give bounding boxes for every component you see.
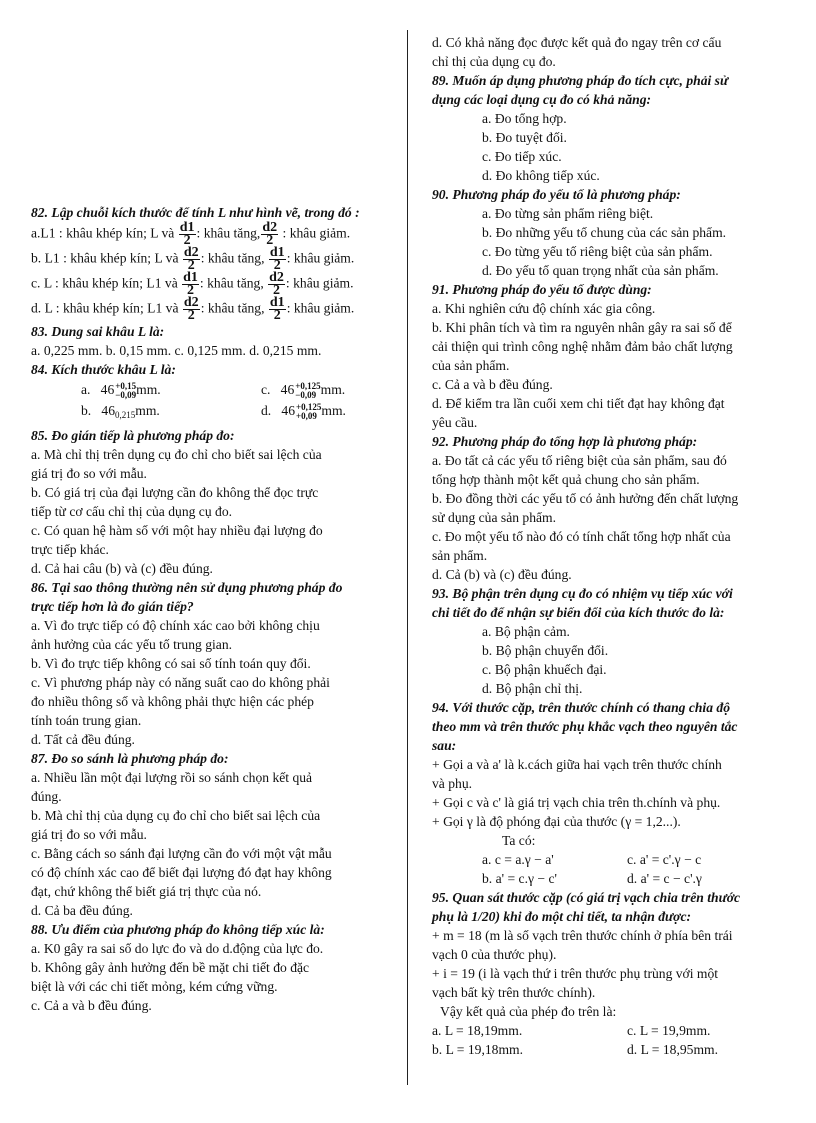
text-line: có độ chính xác cao để biết đại lượng đó đạt hay không xyxy=(31,865,332,880)
text-line: a. Vì đo trực tiếp có độ chính xác cao bởi không chịu xyxy=(31,618,320,633)
q83-title: 83. Dung sai khâu L là: xyxy=(31,324,165,339)
text-line: + Gọi c và c' là giá trị vạch chia trên th.chính và phụ. xyxy=(432,795,721,810)
text-line: c. Đo một yếu tố nào đó có tính chất tổng hợp nhất của xyxy=(432,529,731,544)
text-line: a. Mà chỉ thị trên dụng cụ đo chỉ cho biết sai lệch của xyxy=(31,447,322,462)
option: d. L = 18,95mm. xyxy=(627,1042,718,1057)
q88-option-d xyxy=(432,33,782,71)
text-line: b. Vì đo trực tiếp không có sai số tính toán quy đổi. xyxy=(31,656,311,671)
text-line: b. Mà chỉ thị của dụng cụ đo chỉ cho biết sai lệch của xyxy=(31,808,321,823)
option: a. L = 18,19mm. xyxy=(432,1023,523,1038)
option: c. a' = c'.γ − c xyxy=(627,852,702,867)
text-line: c. Cả a và b đều đúng. xyxy=(432,377,553,392)
q84-options-row1 xyxy=(31,379,383,400)
text-line: a. K0 gây ra sai số do lực đo và do d.động của lực đo. xyxy=(31,941,324,956)
q87-options xyxy=(31,768,383,920)
option: a. c = a.γ − a' xyxy=(482,852,554,867)
q95-result-label: Vậy kết quả của phép đo trên là: xyxy=(440,1004,617,1019)
text-line: d. Cả hai câu (b) và (c) đều đúng. xyxy=(31,561,213,576)
q90-title: 90. Phương pháp đo yếu tố là phương pháp: xyxy=(432,187,681,202)
text-line: và phụ. xyxy=(432,776,473,791)
text-line: giá trị đo so với mẫu. xyxy=(31,466,147,481)
fraction: $\frac{d1}{2}$ xyxy=(269,245,285,273)
q95-options-row1 xyxy=(432,1021,782,1040)
text-line: cải thiện qui trình công nghệ nhằm đảm bảo chất lượng xyxy=(432,339,733,354)
text-line: + m = 18 (m là số vạch trên thước chính ở phía bên trái xyxy=(432,928,733,943)
option: a. Đo tổng hợp. xyxy=(482,111,567,126)
q82-option-a: a.L1 : khâu khép kín; L và $\frac{d1}{2}$ : khâu tăng, $\frac{d2}{2}$ : khâu giảm. xyxy=(31,220,351,248)
q84-option-a: a. 46 +0,15 −0,09 mm. xyxy=(81,380,161,400)
q84-option-b: b. $46_{0,215}mm$. xyxy=(81,403,160,420)
fraction: $\frac{d2}{2}$ xyxy=(262,220,278,248)
column-divider xyxy=(407,30,408,1085)
q92-options xyxy=(432,451,782,584)
q84-option-d: d. 46 +0,125 +0,09 mm. xyxy=(261,401,346,421)
option: c. Đo từng yếu tố riêng biệt của sản phẩm. xyxy=(482,244,713,259)
text-line: tổng hợp thành một kết quả chung cho sản phẩm. xyxy=(432,472,700,487)
text-line: d. Cả ba đều đúng. xyxy=(31,903,133,918)
q84-option-c: c. 46 +0,125 −0,09 mm. xyxy=(261,380,346,400)
text-line: d. Để kiểm tra lần cuối xem chi tiết đạt hay không đạt xyxy=(432,396,725,411)
text-line: b. Đo đồng thời các yếu tố có ảnh hưởng đến chất lượng xyxy=(432,491,739,506)
text-line: a. Nhiều lần một đại lượng rồi so sánh chọn kết quả xyxy=(31,770,313,785)
text-line: tiếp từ cơ cấu chỉ thị của dụng cụ đo. xyxy=(31,504,233,519)
text-line: sản phẩm. xyxy=(432,548,488,563)
text-line: đạt, chứ không thể biết giá trị thực của nó. xyxy=(31,884,262,899)
q86-options xyxy=(31,616,383,749)
q94-taco: Ta có: xyxy=(502,833,536,848)
text-line: + Gọi γ là độ phóng đại của thước (γ = 1,2...). xyxy=(432,814,681,829)
q85-options xyxy=(31,445,383,578)
text-line: d. Cả (b) và (c) đều đúng. xyxy=(432,567,572,582)
q90-options xyxy=(432,204,782,280)
q87-title: 87. Đo so sánh là phương pháp đo: xyxy=(31,751,229,766)
option: b. a' = c.γ − c' xyxy=(482,871,557,886)
q84-title: 84. Kích thước khâu L là: xyxy=(31,362,176,377)
option: b. Đo những yếu tố chung của các sản phẩm. xyxy=(482,225,727,240)
text-line: sử dụng của sản phẩm. xyxy=(432,510,557,525)
fraction: $\frac{d2}{2}$ xyxy=(269,270,284,298)
text-line: d. Tất cả đều đúng. xyxy=(31,732,135,747)
q94-options-row2 xyxy=(432,869,782,888)
text-line: trực tiếp khác. xyxy=(31,542,109,557)
fraction: $\frac{d1}{2}$ xyxy=(183,270,198,298)
fraction: $\frac{d1}{2}$ xyxy=(269,295,285,323)
option: c. L = 19,9mm. xyxy=(627,1023,711,1038)
text-line: biệt là với các chi tiết mỏng, kém cứng vững. xyxy=(31,979,278,994)
text-line: yêu cầu. xyxy=(432,415,478,430)
q95-premises xyxy=(432,926,782,1002)
text-line: a. Đo tất cả các yếu tố riêng biệt của sản phẩm, sau đó xyxy=(432,453,727,468)
q95-title: 95. Quan sát thước cặp (có giá trị vạch chia trên thước phụ là 1/20) khi đo một chi tiết, ta nhận được: xyxy=(432,890,741,924)
right-column xyxy=(432,33,782,1059)
text-line: giá trị đo so với mẫu. xyxy=(31,827,147,842)
q88-title: 88. Ưu điểm của phương pháp đo không tiếp xúc là: xyxy=(31,922,325,937)
q83-options: a. 0,225 mm. b. 0,15 mm. c. 0,125 mm. d. 0,215 mm. xyxy=(31,343,322,358)
q91-options xyxy=(432,299,782,432)
q86-title: 86. Tại sao thông thường nên sử dụng phương pháp đo trực tiếp hơn là đo gián tiếp? xyxy=(31,580,343,614)
option: d. a' = c − c'.γ xyxy=(627,871,702,886)
text-line: đo nhiều thông số và không phải thực hiện các phép xyxy=(31,694,314,709)
q94-options-row1 xyxy=(432,850,782,869)
q82-title: 82. Lập chuỗi kích thước để tính L như hình vẽ, trong đó : xyxy=(31,205,360,220)
text-line: vạch 0 của thước phụ). xyxy=(432,947,557,962)
fraction: $\frac{d2}{2}$ xyxy=(183,295,199,323)
text-line: ảnh hưởng của các yếu tố trung gian. xyxy=(31,637,233,652)
text-line: b. Có giá trị của đại lượng cần đo không thể đọc trực xyxy=(31,485,319,500)
q84-options-row2 xyxy=(31,400,383,426)
option: d. Đo không tiếp xúc. xyxy=(482,168,600,183)
q91-title: 91. Phương pháp đo yếu tố được dùng: xyxy=(432,282,652,297)
text-line: b. Khi phân tích và tìm ra nguyên nhân gây ra sai số để xyxy=(432,320,732,335)
text-line: tính toán trung gian. xyxy=(31,713,142,728)
option: c. Bộ phận khuếch đại. xyxy=(482,662,607,677)
text-line: + Gọi a và a' là k.cách giữa hai vạch trên thước chính xyxy=(432,757,722,772)
q89-options xyxy=(432,109,782,185)
left-column xyxy=(31,203,383,1015)
option: d. Đo yếu tố quan trọng nhất của sản phẩm. xyxy=(482,263,719,278)
option: d. Bộ phận chỉ thị. xyxy=(482,681,583,696)
q94-premises xyxy=(432,755,782,831)
q93-title: 93. Bộ phận trên dụng cụ đo có nhiệm vụ tiếp xúc với chi tiết đo để nhận sự biến đổi của kích thước đo là: xyxy=(432,586,733,620)
text-line: của sản phẩm. xyxy=(432,358,510,373)
text-line: c. Bằng cách so sánh đại lượng cần đo với một vật mẫu xyxy=(31,846,332,861)
text-line: d. Có khả năng đọc được kết quả đo ngay trên cơ cấu xyxy=(432,35,722,50)
text-line: a. Khi nghiên cứu độ chính xác gia công. xyxy=(432,301,656,316)
q82-option-d: d. L : khâu khép kín; L1 và $\frac{d2}{2}$ : khâu tăng, $\frac{d1}{2}$ : khâu giảm. xyxy=(31,295,355,323)
option: a. Đo từng sản phẩm riêng biệt. xyxy=(482,206,654,221)
q92-title: 92. Phương pháp đo tổng hợp là phương pháp: xyxy=(432,434,698,449)
text-line: c. Vì phương pháp này có năng suất cao do không phải xyxy=(31,675,330,690)
q89-title: 89. Muốn áp dụng phương pháp đo tích cực, phải sử dụng các loại dụng cụ đo có khả năng: xyxy=(432,73,729,107)
text-line: c. Cả a và b đều đúng. xyxy=(31,998,152,1013)
option: b. Bộ phận chuyển đổi. xyxy=(482,643,609,658)
text-line: vạch bất kỳ trên thước chính). xyxy=(432,985,596,1000)
text-line: c. Có quan hệ hàm số với một hay nhiều đại lượng đo xyxy=(31,523,323,538)
text-line: chỉ thị của dụng cụ đo. xyxy=(432,54,556,69)
q94-title: 94. Với thước cặp, trên thước chính có thang chia độ theo mm và trên thước phụ khắc vạch theo nguyên tắc sau: xyxy=(432,700,738,753)
text-line: b. Không gây ảnh hưởng đến bề mặt chi tiết đo đặc xyxy=(31,960,310,975)
option: c. Đo tiếp xúc. xyxy=(482,149,562,164)
option: b. L = 19,18mm. xyxy=(432,1042,523,1057)
fraction: $\frac{d2}{2}$ xyxy=(183,245,199,273)
q88-options xyxy=(31,939,383,1015)
q85-title: 85. Đo gián tiếp là phương pháp đo: xyxy=(31,428,235,443)
text-line: đúng. xyxy=(31,789,62,804)
option: a. Bộ phận cảm. xyxy=(482,624,570,639)
q82-option-c: c. L : khâu khép kín; L1 và $\frac{d1}{2}$ : khâu tăng, $\frac{d2}{2}$ : khâu giảm. xyxy=(31,270,354,298)
q82-option-b: b. L1 : khâu khép kín; L và $\frac{d2}{2}$ : khâu tăng, $\frac{d1}{2}$ : khâu giảm. xyxy=(31,245,355,273)
option: b. Đo tuyệt đối. xyxy=(482,130,567,145)
fraction: $\frac{d1}{2}$ xyxy=(179,220,195,248)
text-line: + i = 19 (i là vạch thứ i trên thước phụ trùng với một xyxy=(432,966,719,981)
q93-options xyxy=(432,622,782,698)
q95-options-row2 xyxy=(432,1040,782,1059)
